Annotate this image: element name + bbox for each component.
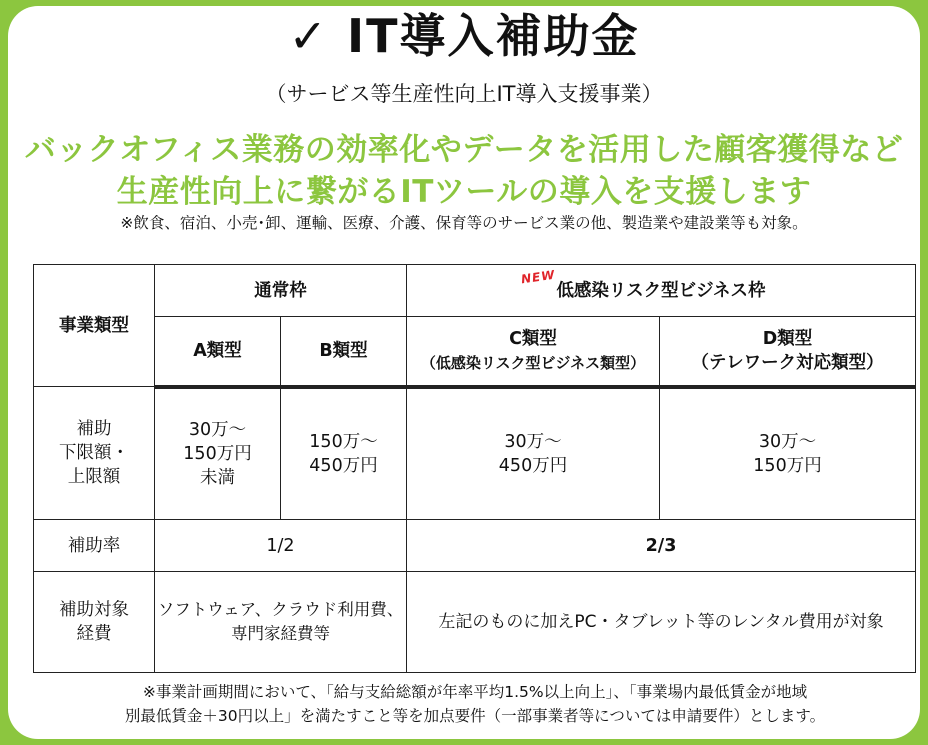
expense-normal-line: 専門家経費等 (231, 624, 330, 643)
table-row (34, 572, 916, 673)
limit-label-line: 下限額・ (59, 443, 129, 463)
scope-note: ※飲食、宿泊、小売･卸、運輸、医療、介護、保育等のサービス業の他、製造業や建設業等も対象。 (120, 214, 808, 232)
limit-d-line: 150万円 (753, 455, 822, 476)
footnote-line: 別最低賃金＋30円以上」を満たすこと等を加点要件（一部事業者等については申請要件）とします。 (124, 707, 826, 725)
expense-label-line: 補助対象 (59, 600, 129, 620)
limit-c-line: 30万～ (504, 431, 562, 452)
new-badge: NEW (520, 267, 557, 287)
limit-a-cell (155, 387, 281, 520)
limit-b-line: 150万～ (309, 431, 378, 452)
type-d-header (660, 317, 916, 387)
page-subtitle: （サービス等生産性向上IT導入支援事業） (265, 82, 663, 106)
type-c-header (407, 317, 660, 387)
type-d-label: D類型 (762, 328, 813, 349)
rate-new: 2/3 (407, 520, 916, 572)
page-title: ✓ IT導入補助金 (288, 9, 640, 63)
headline-line-1: バックオフィス業務の効率化やデータを活用した顧客獲得など (24, 132, 904, 168)
row-header-label: 事業類型 (34, 265, 155, 387)
limit-c-line: 450万円 (498, 455, 568, 476)
expense-new-cell: 左記のものに加えPC・タブレット等のレンタル費用が対象 (407, 572, 916, 673)
subsidy-table (33, 264, 916, 673)
expense-normal-line: ソフトウェア、クラウド利用費、 (157, 600, 404, 619)
limit-a-line: 未満 (200, 467, 235, 488)
limit-b-line: 450万円 (309, 455, 378, 476)
footnote-line: ※事業計画期間において、「給与支給総額が年率平均1.5%以上向上」、「事業場内最低賃金が地域 (142, 683, 808, 701)
rate-label: 補助率 (34, 520, 155, 572)
limit-label-cell (34, 387, 155, 520)
limit-d-cell (660, 387, 916, 520)
headline-line-2: 生産性向上に繋がるITツールの導入を支援します (116, 174, 812, 210)
limit-d-line: 30万～ (758, 431, 817, 452)
limit-label-line: 補助 (76, 419, 112, 439)
type-c-sublabel: （低感染リスク型ビジネス類型） (420, 353, 646, 372)
footnote (60, 680, 890, 728)
limit-b-cell (281, 387, 407, 520)
limit-a-line: 30万～ (188, 419, 247, 440)
type-b-header: B類型 (281, 317, 407, 387)
table-row (34, 387, 916, 520)
limit-a-line: 150万円 (183, 443, 252, 464)
expense-normal-cell (155, 572, 407, 673)
limit-c-cell (407, 387, 660, 520)
expense-label-cell (34, 572, 155, 673)
group-low-infection-risk: 低感染リスク型ビジネス枠 (407, 265, 916, 317)
type-a-header: A類型 (155, 317, 281, 387)
table-row (34, 520, 916, 572)
type-d-sublabel: （テレワーク対応類型） (691, 352, 884, 373)
limit-label-line: 上限額 (67, 467, 121, 487)
table-row (34, 265, 916, 317)
expense-label-line: 経費 (76, 624, 112, 644)
group-normal: 通常枠 (155, 265, 407, 317)
type-c-label: C類型 (509, 328, 557, 349)
rate-normal: 1/2 (155, 520, 407, 572)
table-row (34, 317, 916, 387)
